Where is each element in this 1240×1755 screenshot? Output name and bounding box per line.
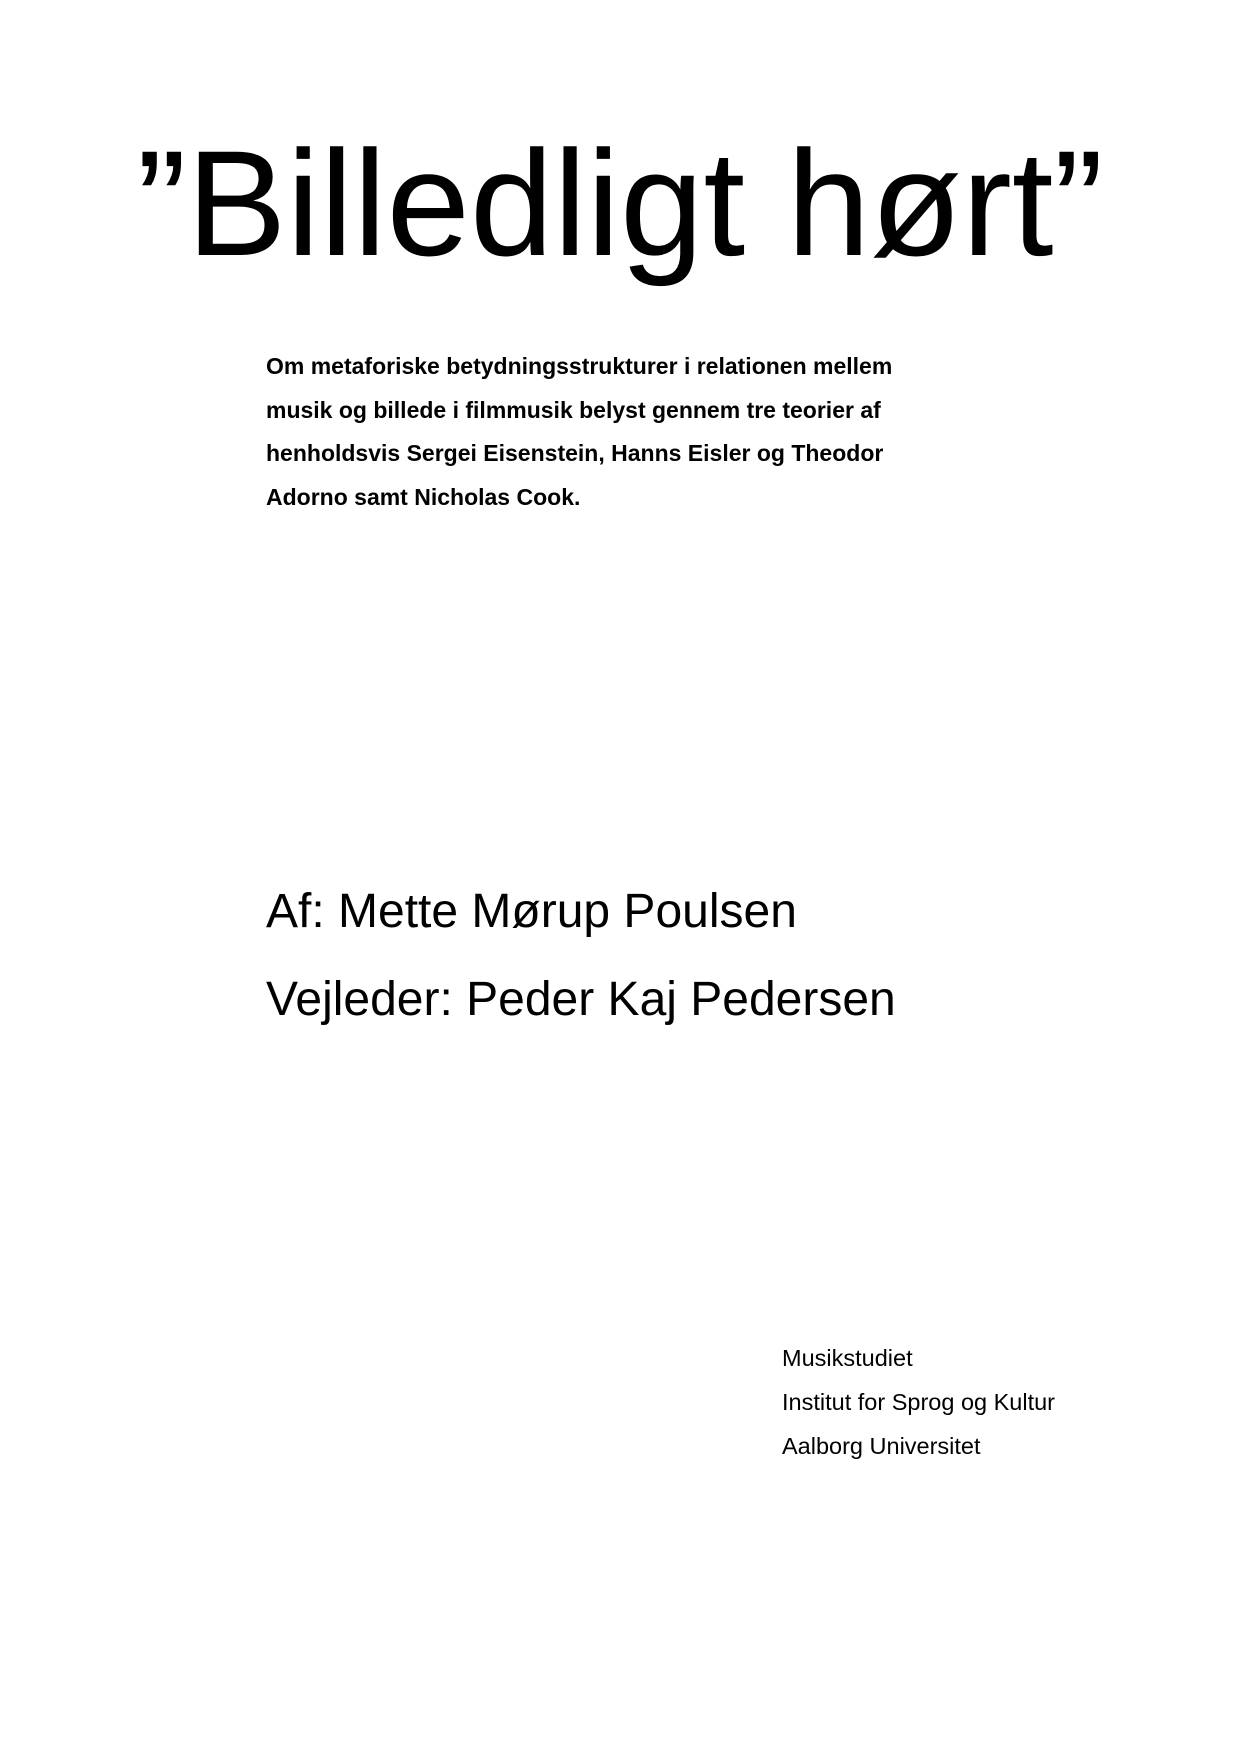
subtitle-line: musik og billede i filmmusik belyst gennem tre teorier af — [266, 396, 881, 423]
institution-line: Aalborg Universitet — [782, 1433, 981, 1459]
subtitle-line: Om metaforiske betydningsstrukturer i relationen mellem — [266, 353, 893, 379]
institution-line: Institut for Sprog og Kultur — [782, 1389, 1056, 1415]
subtitle-line: Adorno samt Nicholas Cook. — [266, 483, 581, 510]
credits — [266, 868, 1166, 1044]
supervisor-line: Vejleder: Peder Kaj Pedersen — [266, 973, 896, 1026]
subtitle-line: henholdsvis Sergei Eisenstein, Hanns Eisler og Theodor — [266, 440, 884, 466]
document-title: ”Billedligt hørt” — [136, 119, 1104, 287]
document-subtitle — [266, 345, 1006, 519]
institution-line: Musikstudiet — [782, 1345, 913, 1371]
institution-block — [782, 1336, 1202, 1468]
author-line: Af: Mette Mørup Poulsen — [266, 885, 797, 938]
